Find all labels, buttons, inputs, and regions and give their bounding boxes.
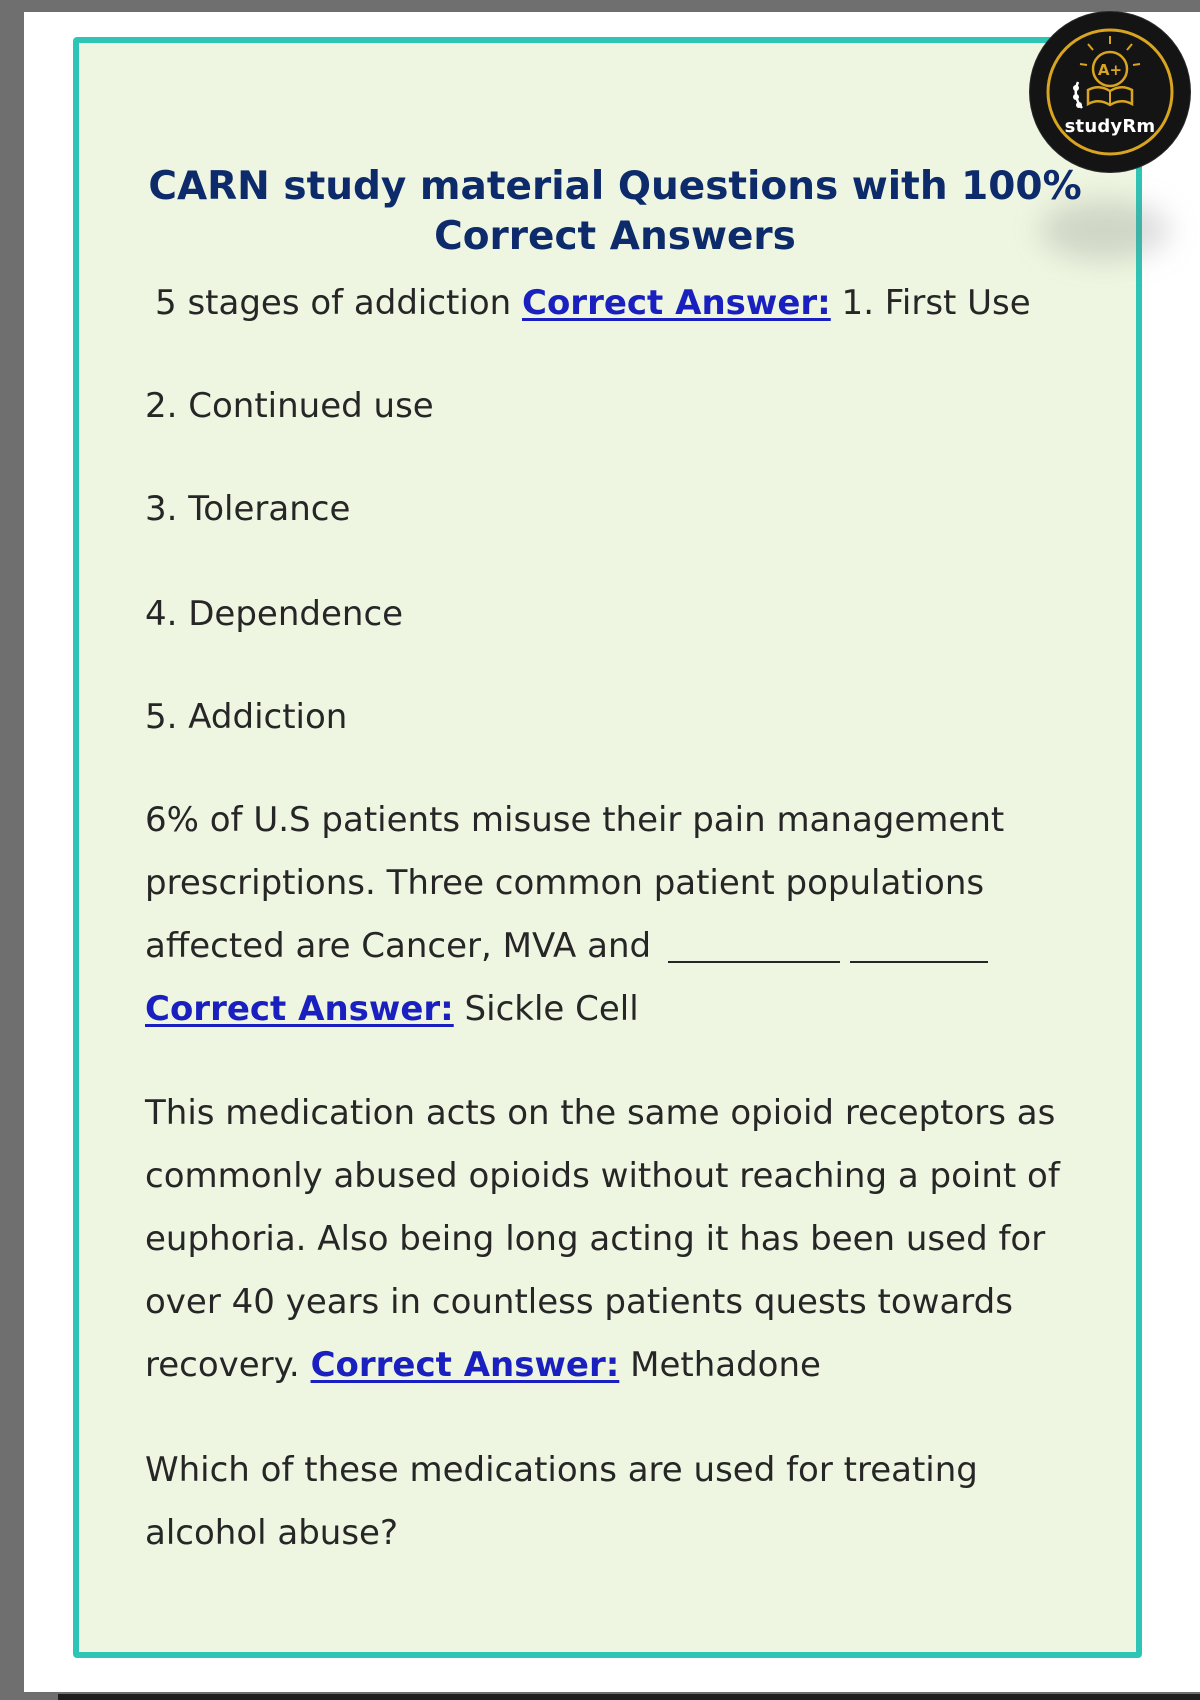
q1-answer-first: 1. First Use	[830, 283, 1031, 323]
q3-line-3: euphoria. Also being long acting it has been used for	[145, 1219, 1046, 1259]
q1-item-5: 5. Addiction	[145, 697, 348, 737]
q4-line-2: alcohol abuse?	[145, 1513, 399, 1553]
q1-item-2: 2. Continued use	[145, 386, 434, 426]
title-line-1: CARN study material Questions with 100%	[148, 164, 1082, 209]
page-title	[140, 162, 1090, 262]
graduation-lightbulb-icon	[1030, 12, 1190, 172]
q3-line-4: over 40 years in countless patients quests towards	[145, 1282, 1013, 1322]
viewer-bottom-edge	[58, 1694, 1200, 1700]
studyrm-logo	[1030, 12, 1190, 172]
q2-line-3-text: affected are Cancer, MVA and	[145, 926, 662, 966]
logo-badge: A+	[1097, 61, 1123, 79]
q1-item-4: 4. Dependence	[145, 594, 404, 634]
content-frame	[73, 37, 1142, 1658]
q3-line-2: commonly abused opioids without reaching a point of	[145, 1156, 1060, 1196]
q2-answer: Sickle Cell	[453, 989, 639, 1029]
q1-question-line	[155, 283, 1031, 323]
q1-item-3: 3. Tolerance	[145, 489, 351, 529]
q3-line-1: This medication acts on the same opioid receptors as	[145, 1093, 1056, 1133]
q3-correct-answer-link[interactable]: Correct Answer:	[310, 1345, 620, 1385]
fill-in-blank	[850, 961, 988, 963]
title-line-2: Correct Answers	[434, 214, 796, 259]
q1-question: 5 stages of addiction	[155, 283, 522, 323]
q2-correct-answer-link[interactable]: Correct Answer:	[145, 989, 454, 1029]
q2-line-2: prescriptions. Three common patient populations	[145, 863, 985, 903]
q3-line-5: recovery.	[145, 1345, 311, 1385]
fill-in-blank	[668, 961, 840, 963]
q2-line-1: 6% of U.S patients misuse their pain management	[145, 800, 1005, 840]
logo-text: studyRm	[1064, 116, 1156, 137]
q1-correct-answer-link[interactable]: Correct Answer:	[522, 283, 831, 323]
q2-answer-line	[145, 989, 639, 1029]
q3-answer-line	[145, 1345, 821, 1385]
q4-line-1: Which of these medications are used for treating	[145, 1450, 978, 1490]
q2-line-3	[145, 926, 988, 966]
q3-answer: Methadone	[619, 1345, 821, 1385]
